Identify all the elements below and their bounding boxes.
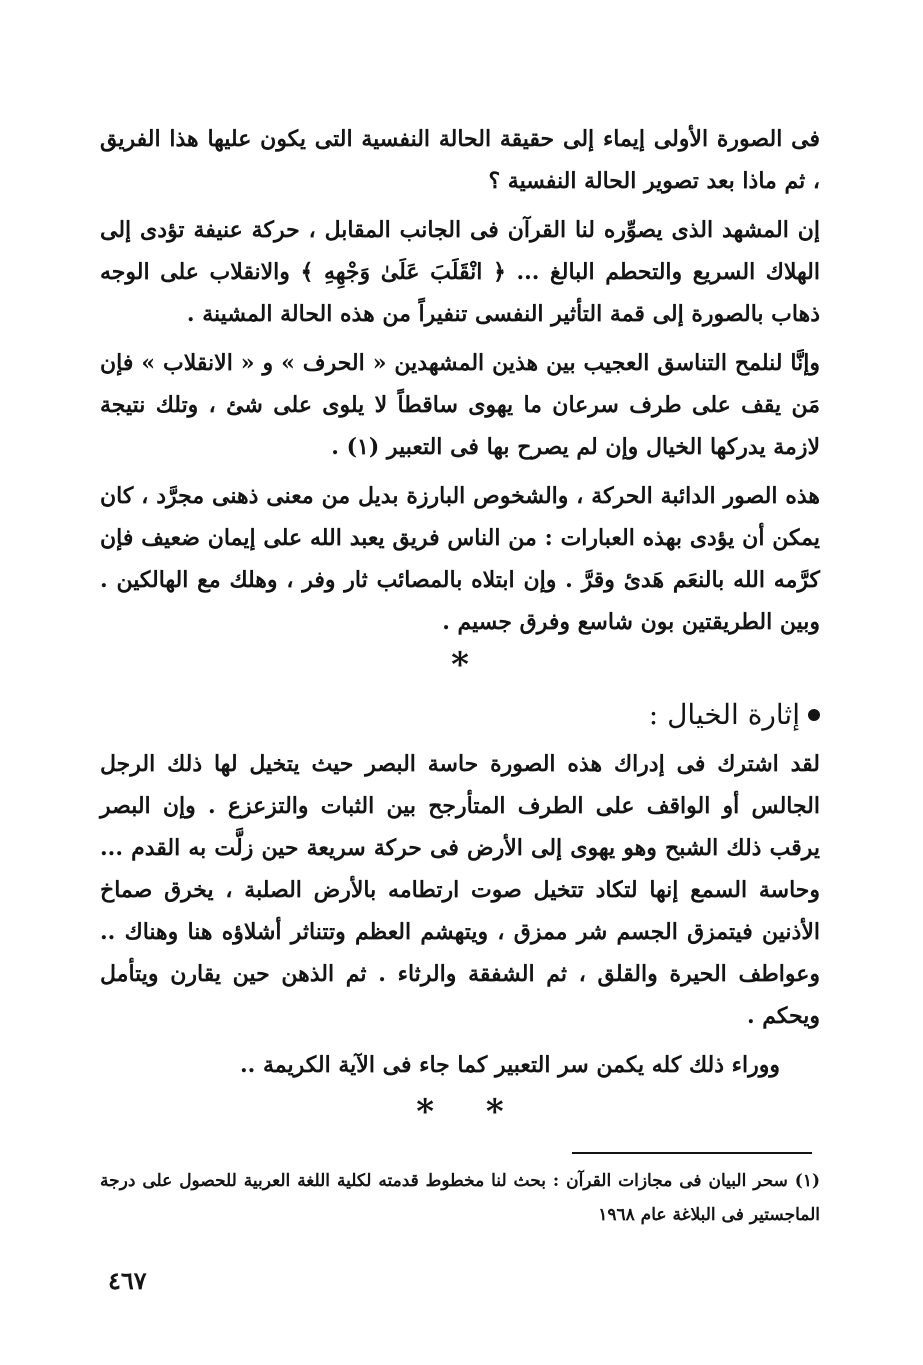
section-heading-text: إثارة الخيال : (648, 698, 800, 731)
section-heading (100, 691, 820, 739)
section-paragraph-1: لقد اشترك فى إدراك هذه الصورة حاسة البصر حيث يتخيل لها ذلك الرجل الجالس أو الواقف على الطرف المتأرجح بين الثبات والتزعزع . وإن البصر يرقب ذلك الشبح وهو يهوى إلى الأرض فى حركة سريعة حين زلَّت به القدم ... وحاسة السمع إنها لتكاد تتخيل صوت ارتطامه بالأرض الصلبة ، يخرق صماخ الأذنين فيتمزق الجسم شر ممزق ، ويتهشم العظم وتتناثر أشلاؤه هنا وهناك .. وعواطف الحيرة والقلق ، ثم الشفقة والرثاء . ثم الذهن حين يقارن ويتأمل ويحكم . (100, 751, 820, 1029)
paragraph-1: فى الصورة الأولى إيماء إلى حقيقة الحالة النفسية التى يكون عليها هذا الفريق ، ثم ماذا بعد تصوير الحالة النفسية ؟ (100, 126, 820, 194)
paragraph-2: إن المشهد الذى يصوِّره لنا القرآن فى الجانب المقابل ، حركة عنيفة تؤدى إلى الهلاك السريع والتحطم البالغ ... ﴿ انْقَلَبَ عَلَىٰ وَجْهِهِ ﴾ والانقلاب على الوجه ذهاب بالصورة إلى قمة التأثير النفسى تنفيراً من هذه الحالة المشينة . (100, 217, 820, 327)
paragraph-3: وإنَّا لنلمح التناسق العجيب بين هذين المشهدين « الحرف » و « الانقلاب » فإن مَن يقف على طرف سرعان ما يهوى ساقطاً لا يلوى على شئ ، وتلك نتيجة لازمة يدركها الخيال وإن لم يصرح بها فى التعبير (١) . (100, 350, 820, 460)
section-paragraph-2: ووراء ذلك كله يكمن سر التعبير كما جاء فى الآية الكريمة .. (240, 1052, 780, 1078)
footnote: (١) سحر البيان فى مجازات القرآن : بحث لنا مخطوط قدمته لكلية اللغة العربية للحصول على درجة الماجستير فى البلاغة عام ١٩٦٨ (100, 1171, 820, 1225)
section-separator: * (451, 645, 469, 685)
main-text (100, 118, 820, 1132)
paragraph-4: هذه الصور الدائبة الحركة ، والشخوص البارزة بديل من معنى ذهنى مجرَّد ، كان يمكن أن يؤدى بهذه العبارات : من الناس فريق يعبد الله على إيمان ضعيف فإن كرَّمه الله بالنعَم هَدئ وقرَّ . وإن ابتلاه بالمصائب ثار وفر ، وهلك مع الهالكين . وبين الطريقتين بون شاسع وفرق جسيم . (100, 483, 820, 635)
bullet-icon (808, 709, 820, 721)
footnote-divider (572, 1152, 812, 1154)
page-number: ٤٦٧ (108, 1266, 147, 1295)
end-separator: * * (416, 1092, 504, 1132)
